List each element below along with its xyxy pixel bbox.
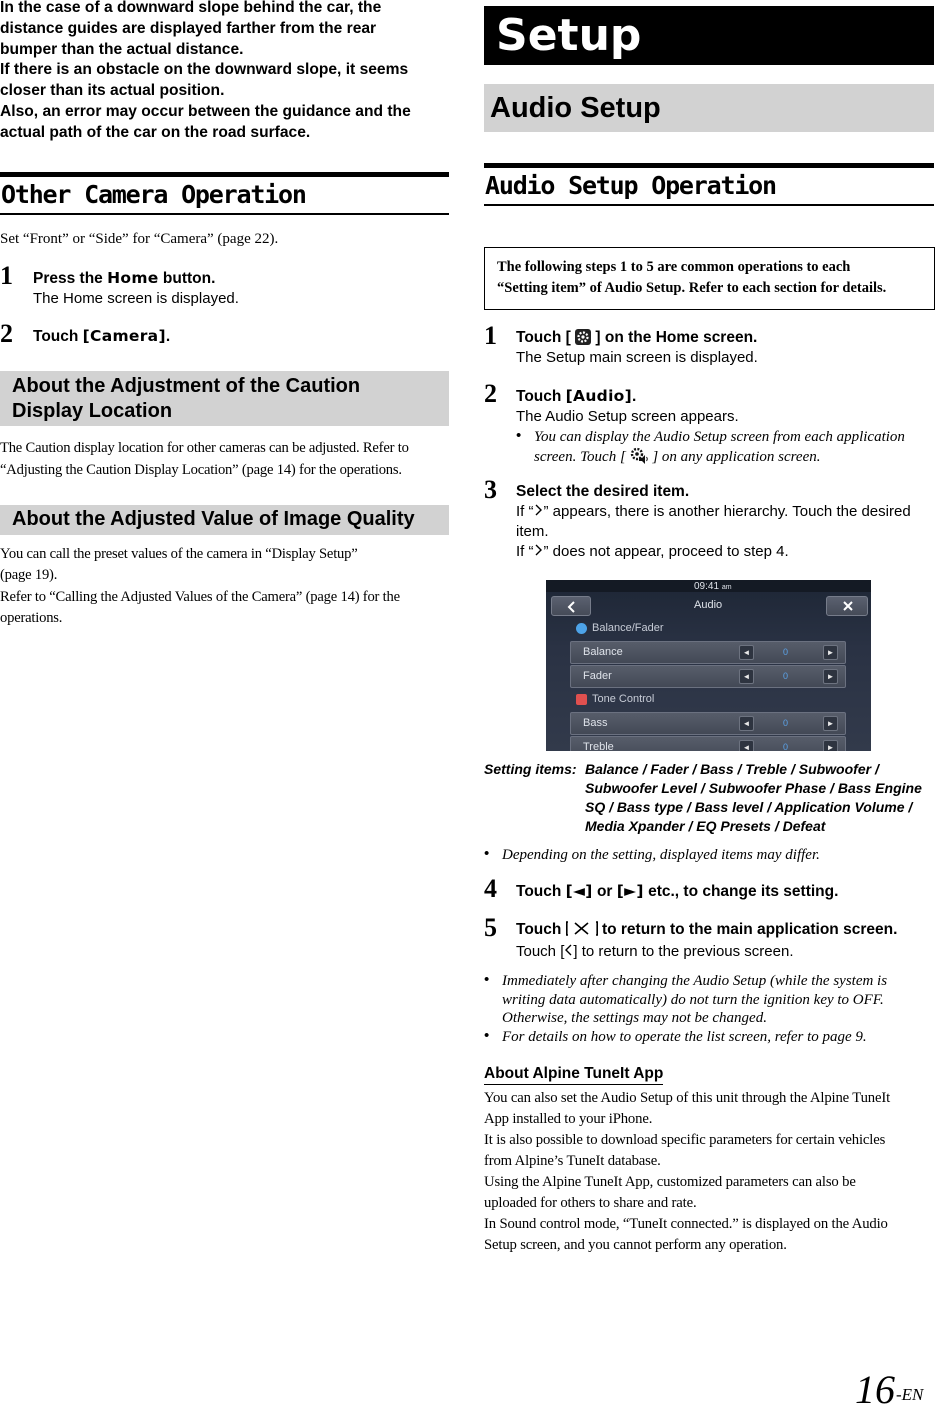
bullet: • [484,972,490,988]
step-2: Touch [Audio]. The Audio Setup screen appears. [516,386,934,427]
bullet: • [516,428,522,444]
warning-line: If there is an obstacle on the downward slope, it seems [0,61,409,79]
intro-text: Set “Front” or “Side” for “Camera” (page 22). [0,231,279,247]
chevron-right-icon [534,502,544,522]
step-3: Select the desired item. If “ ” appears, there is another hierarchy. Touch the desired item. If “ ” does not appear, proceed to step 4. [516,483,911,560]
chevron-right-icon [534,542,544,562]
subsection-body: You can call the preset values of the camera in “Display Setup” (page 19). Refer to “Calling the Adjusted Values of the Camera” (page 14) for the operations. [0,546,400,626]
left-arrow-label: [◄] [565,882,593,900]
step-number: 2 [484,379,497,408]
step-number: 1 [484,321,497,350]
list-item[interactable]: Balance ◄ 0 ► [570,641,846,664]
differ-note: Depending on the setting, displayed items may differ. [502,847,820,863]
close-icon [827,597,869,617]
balance-fader-icon [576,623,587,634]
note-box: The following steps 1 to 5 are common operations to each “Setting item” of Audio Setup. Refer to each section for details. [484,247,935,310]
subsection-heading: About the Adjustment of the Caution Display Location [0,371,449,426]
step-1: Touch [ ] on the Home screen. The Setup main screen is displayed. [516,328,934,368]
left-arrow-button[interactable]: ◄ [739,716,754,731]
clock: 09:41 am [694,581,732,592]
subsection-body: The Caution display location for other cameras can be adjusted. Refer to “Adjusting the Caution Display Location” (page 14) for the operations. [0,440,409,478]
step-number: 5 [484,913,497,942]
right-arrow-button[interactable]: ► [823,669,838,684]
section-label: Balance/Fader [592,622,664,634]
value: 0 [783,647,789,657]
value: 0 [783,671,789,681]
step-description: The Audio Setup screen appears. [516,408,739,425]
step-number: 3 [484,475,497,504]
tone-control-icon [576,694,587,705]
value: 0 [783,718,789,728]
bullet: • [484,846,490,862]
step-2: Touch [Camera]. [33,327,171,345]
warning-line: actual path of the car on the road surface. [0,123,311,141]
section-label: Tone Control [592,693,655,705]
gear-icon [575,329,591,345]
bullet: • [484,1028,490,1044]
note-item: Immediately after changing the Audio Setup (while the system is writing data automatically) do not turn the ignition key to OFF. Otherwise, the settings may not be changed. [502,973,888,1026]
step-number: 2 [0,319,13,348]
right-arrow-label: [►] [616,882,644,900]
warning-line: bumper than the actual distance. [0,40,244,58]
camera-button-label: [Camera] [82,327,166,345]
step-4: Touch [◄] or [►] etc., to change its setting. [516,882,839,900]
left-arrow-button[interactable]: ◄ [739,740,754,751]
warning-line: closer than its actual position. [0,82,225,100]
warning-line: Also, an error may occur between the guidance and the [0,102,411,120]
warning-line: distance guides are displayed farther from the rear [0,19,377,37]
page-suffix: -EN [896,1385,924,1404]
step-number: 1 [0,261,13,290]
right-arrow-button[interactable]: ► [823,716,838,731]
section-heading [0,172,449,215]
tuneit-body: You can also set the Audio Setup of this unit through the Alpine TuneIt App installed to your iPhone. It is also possible to download specific parameters for certain vehicles from Alpine’s TuneIt database. Using the Alpine TuneIt App, customized parameters can also be uploaded for others to share and rate. In Sound control mode, “TuneIt connected.” is displayed on the Audio Setup screen, and you cannot perform any operation. [484,1090,891,1253]
back-icon [552,597,592,617]
page-number: 16 [855,1367,895,1404]
value: 0 [783,742,789,751]
heading-text: Audio Setup Operation [485,171,776,200]
step-1: Press the Home button. The Home screen is displayed. [33,269,239,307]
setting-items-list: Balance / Fader / Bass / Treble / Subwoofer / Subwoofer Level / Subwoofer Phase / Bass Engine SQ / Bass type / Bass level / Application Volume / Media Xpander / EQ Presets / Defeat [585,761,922,834]
list-item[interactable]: Fader ◄ 0 ► [570,665,846,688]
section-heading [484,163,934,206]
back-button[interactable] [551,596,591,616]
right-arrow-button[interactable]: ► [823,740,838,751]
list-item[interactable]: Bass ◄ 0 ► [570,712,846,735]
setting-items-label: Setting items: [484,761,577,777]
step-description: The Setup main screen is displayed. [516,349,758,366]
close-icon [566,921,598,942]
heading-text: Other Camera Operation [1,180,306,209]
note-item: For details on how to operate the list screen, refer to page 9. [502,1029,867,1045]
audio-settings-icon [630,447,649,465]
audio-setup-screenshot [546,580,871,751]
warning-line: In the case of a downward slope behind the car, the [0,0,382,16]
step-description: The Home screen is displayed. [33,290,239,307]
home-button-label: Home [107,269,159,287]
screen-title: Audio [694,599,723,611]
left-arrow-button[interactable]: ◄ [739,669,754,684]
warning-block [0,0,449,144]
step-note: You can display the Audio Setup screen from each application screen. Touch [ ] on any application screen. [534,429,905,465]
list-item[interactable]: Treble ◄ 0 ► [570,736,846,751]
audio-setup-bar: Audio Setup [484,84,934,132]
right-arrow-button[interactable]: ► [823,645,838,660]
step-5: Touch to return to the main application screen. Touch [ ] to return to the previous screen. [516,921,898,960]
left-arrow-button[interactable]: ◄ [739,645,754,660]
subsection-heading: About the Adjusted Value of Image Quality [0,505,449,535]
audio-button-label: [Audio] [565,387,633,405]
tuneit-heading: About Alpine TuneIt App [484,1064,663,1085]
step-number: 4 [484,874,497,903]
setup-title-bar: Setup [484,6,934,65]
close-button[interactable] [826,596,868,616]
